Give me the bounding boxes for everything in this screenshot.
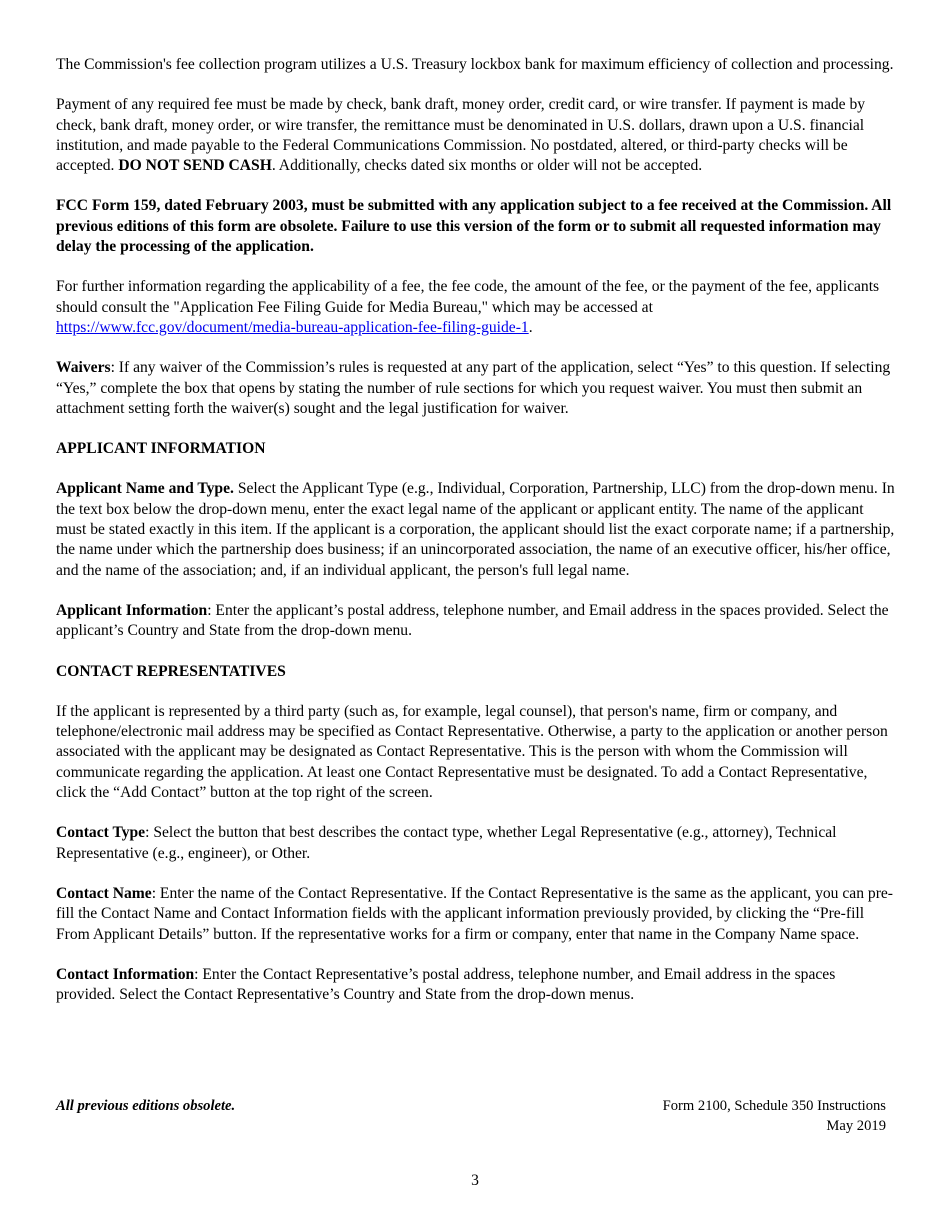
contact-representatives-heading: CONTACT REPRESENTATIVES: [56, 662, 286, 680]
no-cash-warning: DO NOT SEND CASH: [118, 157, 272, 175]
contact-type-text: : Select the button that best describes the contact type, whether Legal Representative (e.g., attorney), Technical Representative (e.g., engineer), or Other.: [56, 824, 837, 862]
contact-information-text: : Enter the Contact Representative’s postal address, telephone number, and Email address in the spaces provided. Select the Contact Representative’s Country and State from the drop-down menus.: [56, 965, 836, 1004]
applicant-information-heading: APPLICANT INFORMATION: [56, 440, 266, 458]
paragraph-lockbox-text: The Commission's fee collection program utilizes a U.S. Treasury lockbox bank for maximum efficiency of collection and processing.: [56, 56, 894, 73]
waivers-text: : If any waiver of the Commission’s rules is requested at any part of the application, select “Yes” to this question. If selecting “Yes,” complete the box that opens by stating the number of rule sections for which you request waiver. You must then submit an attachment setting forth the waiver(s) sought and the legal justification for waiver.: [56, 359, 891, 417]
contact-type-label: Contact Type: [56, 824, 146, 842]
paragraph-contact-name: [56, 884, 896, 945]
applicant-name-type-label: Applicant Name and Type.: [56, 480, 234, 498]
document-body: [56, 55, 896, 1025]
paragraph-contact-information: [56, 965, 896, 1006]
footer-date: May 2019: [826, 1118, 886, 1134]
contact-name-text: : Enter the name of the Contact Representative. If the Contact Representative is the same as the applicant, you can pre-fill the Contact Name and Contact Information fields with the applicant information previously provided, by clicking the “Pre-fill From Applicant Details” button. If the representative works for a firm or company, enter that name in the Company Name space.: [56, 884, 894, 943]
footer-form-info: [663, 1096, 886, 1136]
applicant-information-label: Applicant Information: [56, 601, 208, 619]
paragraph-contact-type: [56, 823, 896, 864]
paragraph-applicant-information: [56, 601, 896, 642]
payment-text: Payment of any required fee must be made by check, bank draft, money order, credit card, or wire transfer. If payment is made by check, bank draft, money order, or wire transfer, the remittance must be denominated in U.S. dollars, drawn upon a U.S. financial institution, and made payable to the Federal Communications Commission. No postdated, altered, or third-party checks will be accepted.: [56, 96, 866, 175]
paragraph-applicant-name-type: [56, 479, 896, 580]
page-number: 3: [471, 1172, 479, 1189]
further-info-end: .: [528, 318, 533, 336]
paragraph-form-159: [56, 196, 896, 257]
waivers-label: Waivers: [56, 359, 111, 377]
paragraph-contact-intro: [56, 702, 896, 803]
contact-information-label: Contact Information: [56, 965, 195, 983]
contact-intro-text: If the applicant is represented by a third party (such as, for example, legal counsel), that person's name, firm or company, and telephone/electronic mail address may be specified as Contact Representative. Otherwise, a party to the application or another person associated with the applicant may be designated as Contact Representative. This is the person with whom the Commission will communicate regarding the application. At least one Contact Representative must be designated. To add a Contact Representative, click the “Add Contact” button at the top right of the screen.: [56, 702, 888, 802]
applicant-information-text: : Enter the applicant’s postal address, telephone number, and Email address in the spaces provided. Select the applicant’s Country and State from the drop-down menu.: [56, 601, 889, 640]
footer-obsolete-note: All previous editions obsolete.: [56, 1098, 236, 1114]
form-159-text: FCC Form 159, dated February 2003, must be submitted with any application subject to a fee received at the Commission. All previous editions of this form are obsolete. Failure to use this version of the form or to submit all requested information may delay the processing of the application.: [56, 197, 892, 256]
footer-form-title: Form 2100, Schedule 350 Instructions: [662, 1098, 886, 1114]
paragraph-waivers: [56, 358, 896, 419]
paragraph-lockbox: [56, 55, 896, 75]
further-info-text: For further information regarding the applicability of a fee, the fee code, the amount of the fee, or the payment of the fee, applicants should consult the "Application Fee Filing Guide for Media Bureau," which may be accessed at: [56, 278, 880, 316]
applicant-name-type-text: Select the Applicant Type (e.g., Individual, Corporation, Partnership, LLC) from the drop-down menu. In the text box below the drop-down menu, enter the exact legal name of the applicant or applicant entity. The name of the applicant must be stated exactly in this item. If the applicant is a corporation, the applicant should list the exact corporate name; if a partnership, the name under which the partnership does business; if an unincorporated association, the name of an executive officer, his/her office, and the name of the association; and, if an individual applicant, the person's full legal name.: [56, 480, 895, 579]
contact-name-label: Contact Name: [56, 884, 152, 902]
paragraph-further-info: [56, 277, 896, 338]
fee-guide-link[interactable]: https://www.fcc.gov/document/media-bureau-application-fee-filing-guide-1: [56, 318, 529, 336]
paragraph-payment: [56, 95, 896, 176]
payment-text-end: . Additionally, checks dated six months or older will not be accepted.: [271, 157, 703, 175]
